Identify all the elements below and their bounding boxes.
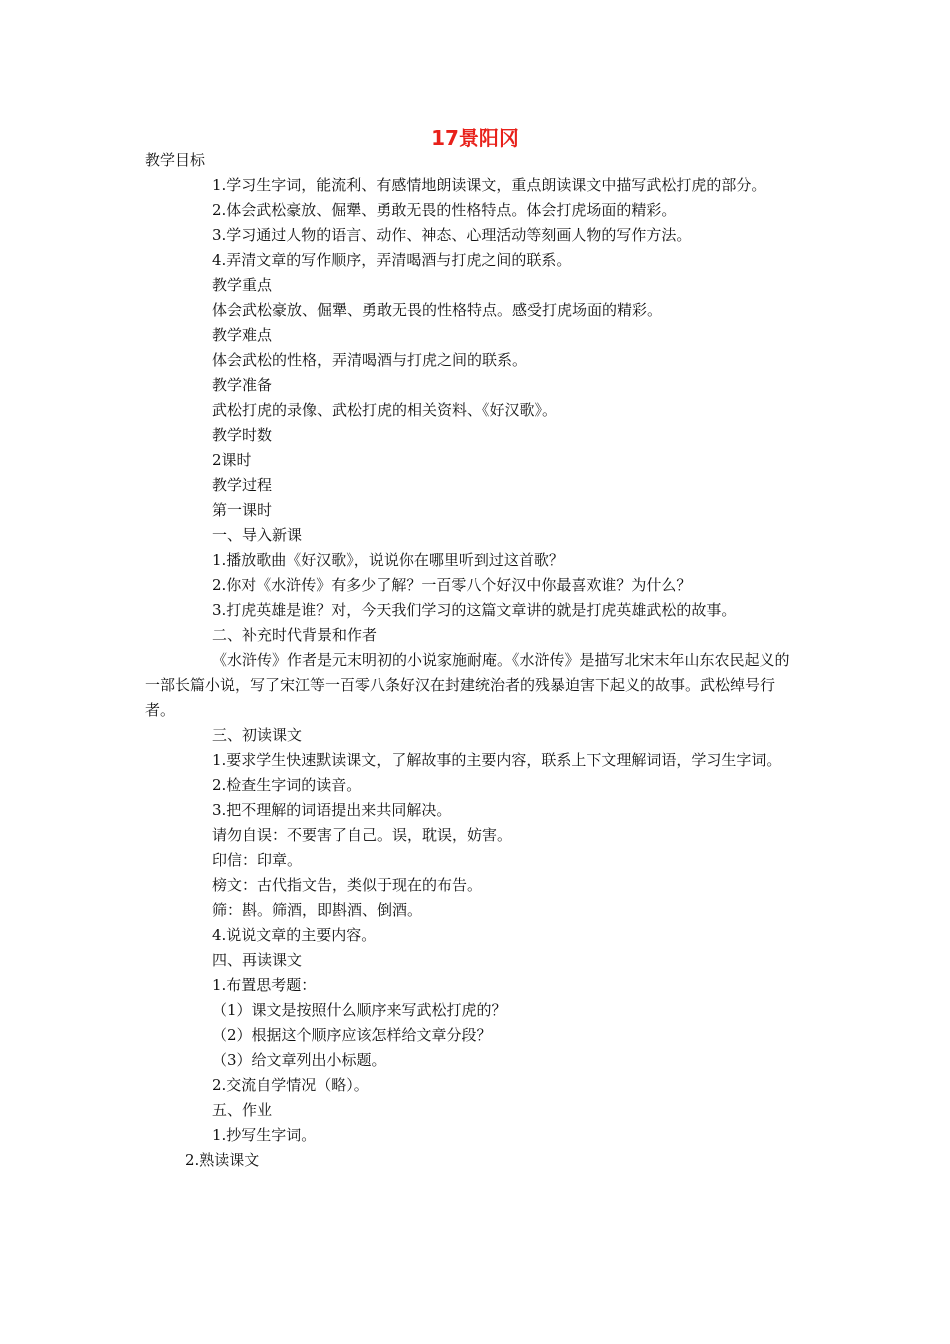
paragraph: 2.体会武松豪放、倔犟、勇敢无畏的性格特点。体会打虎场面的精彩。 <box>212 201 677 219</box>
paragraph: 四、再读课文 <box>212 951 303 969</box>
paragraph: 1.要求学生快速默读课文，了解故事的主要内容，联系上下文理解词语，学习生字词。 <box>212 751 782 769</box>
paragraph: 一、导入新课 <box>212 526 303 544</box>
paragraph: 3.学习通过人物的语言、动作、神态、心理活动等刻画人物的写作方法。 <box>212 226 692 244</box>
paragraph: 五、作业 <box>212 1101 273 1119</box>
paragraph: 印信：印章。 <box>212 851 303 869</box>
paragraph: 筛：斟。筛酒，即斟酒、倒酒。 <box>212 901 423 919</box>
paragraph: 3.把不理解的词语提出来共同解决。 <box>212 801 452 819</box>
paragraph: 4.弄清文章的写作顺序，弄清喝酒与打虎之间的联系。 <box>212 251 572 269</box>
paragraph: 教学目标 <box>145 151 206 169</box>
paragraph: 1.布置思考题： <box>212 976 317 994</box>
paragraph: 1.播放歌曲《好汉歌》，说说你在哪里听到过这首歌？ <box>212 551 564 569</box>
paragraph: 2.交流自学情况（略）。 <box>212 1076 369 1094</box>
paragraph: 2课时 <box>212 451 252 469</box>
paragraph: 《水浒传》作者是元末明初的小说家施耐庵。《水浒传》是描写北宋末年山东农民起义的一部长篇小说，写了宋江等一百零八条好汉在封建统治者的残暴迫害下起义的故事。武松绰号行者。 <box>145 651 790 719</box>
paragraph: 三、初读课文 <box>212 726 303 744</box>
document-title: 17景阳冈 <box>431 126 519 150</box>
paragraph: 榜文：古代指文告，类似于现在的布告。 <box>212 876 483 894</box>
paragraph: 1.学习生字词，能流利、有感情地朗读课文，重点朗读课文中描写武松打虎的部分。 <box>212 176 767 194</box>
paragraph: （2）根据这个顺序应该怎样给文章分段？ <box>212 1026 492 1044</box>
paragraph: 3.打虎英雄是谁？对，今天我们学习的这篇文章讲的就是打虎英雄武松的故事。 <box>212 601 737 619</box>
paragraph: 2.熟读课文 <box>185 1151 260 1169</box>
paragraph: 教学准备 <box>212 376 273 394</box>
paragraph: 教学时数 <box>212 426 273 444</box>
paragraph: 1.抄写生字词。 <box>212 1126 317 1144</box>
paragraph: 第一课时 <box>212 501 273 519</box>
paragraph: 2.你对《水浒传》有多少了解？一百零八个好汉中你最喜欢谁？为什么？ <box>212 576 692 594</box>
paragraph: （3）给文章列出小标题。 <box>212 1051 387 1069</box>
paragraph: （1）课文是按照什么顺序来写武松打虎的？ <box>212 1001 507 1019</box>
paragraph: 教学过程 <box>212 476 273 494</box>
paragraph: 武松打虎的录像、武松打虎的相关资料、《好汉歌》。 <box>212 401 558 419</box>
paragraph: 请勿自误：不要害了自己。误，耽误，妨害。 <box>212 826 513 844</box>
paragraph: 2.检查生字词的读音。 <box>212 776 362 794</box>
paragraph: 教学难点 <box>212 326 273 344</box>
paragraph: 4.说说文章的主要内容。 <box>212 926 377 944</box>
paragraph: 二、补充时代背景和作者 <box>212 626 378 644</box>
paragraph: 教学重点 <box>212 276 273 294</box>
paragraph: 体会武松豪放、倔犟、勇敢无畏的性格特点。感受打虎场面的精彩。 <box>212 301 663 319</box>
paragraph: 体会武松的性格，弄清喝酒与打虎之间的联系。 <box>212 351 528 369</box>
document-body <box>145 148 800 1173</box>
